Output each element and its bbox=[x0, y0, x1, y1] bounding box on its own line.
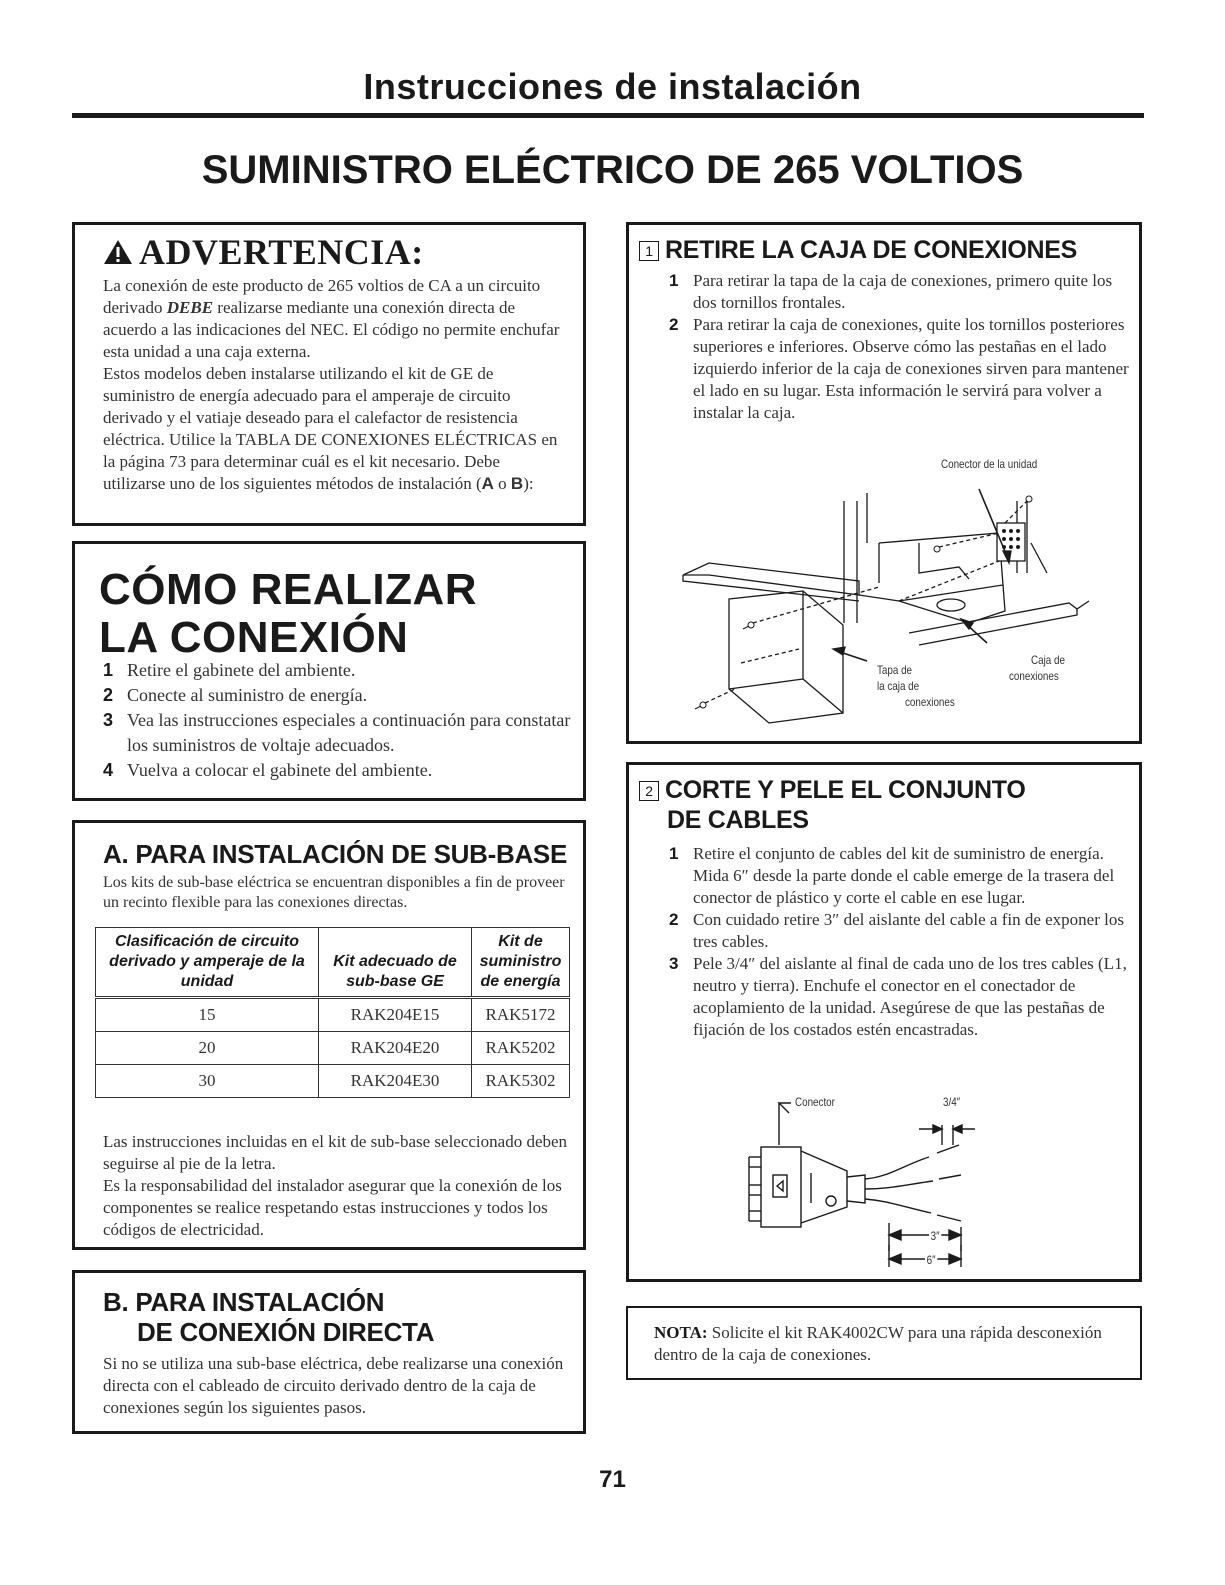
como-box bbox=[72, 541, 586, 801]
section-a-intro: Los kits de sub-base eléctrica se encuentran disponibles a fin de proveer un recinto flexible para las conexiones directas. bbox=[103, 874, 565, 911]
step2-number: 2 bbox=[639, 781, 659, 801]
section-a-notes bbox=[103, 1131, 573, 1241]
list-item bbox=[103, 683, 573, 708]
label-cover-line1: Tapa de bbox=[877, 663, 913, 677]
section-a-title: A. PARA INSTALACIÓN DE SUB-BASE bbox=[103, 839, 568, 869]
table-header: Kit adecuado de sub-base GE bbox=[319, 928, 472, 998]
junction-box-diagram bbox=[669, 483, 1109, 731]
item-number: 2 bbox=[669, 910, 679, 929]
como-title-line1: CÓMO REALIZAR bbox=[99, 565, 478, 614]
item-text: Con cuidado retire 3″ del aislante del cable a fin de exponer los tres cables. bbox=[693, 910, 1124, 951]
nota-label: NOTA: bbox=[654, 1323, 708, 1342]
section-a-note-2: Es la responsabilidad del instalador asegurar que la conexión de los componentes se realice respetando estas instrucciones y todos los códigos de electricidad. bbox=[103, 1176, 562, 1239]
label-box-line2: conexiones bbox=[1009, 669, 1059, 683]
cable-connector-diagram bbox=[739, 1095, 999, 1275]
item-number: 1 bbox=[669, 271, 679, 290]
label-cover-line2: la caja de bbox=[877, 679, 920, 693]
step1-number: 1 bbox=[639, 241, 659, 261]
table-header: Kit de suministro de energía bbox=[472, 928, 570, 998]
step-text: Vea las instrucciones especiales a continuación para constatar los suministros de voltaje adecuados. bbox=[127, 710, 571, 755]
label-dim-6: 6″ bbox=[926, 1253, 936, 1267]
como-title-line2: LA CONEXIÓN bbox=[99, 613, 409, 662]
warning-p2-b: B bbox=[510, 474, 524, 493]
table-header: Clasificación de circuito derivado y amperaje de la unidad bbox=[96, 928, 319, 998]
section-a-note-1: Las instrucciones incluidas en el kit de sub-base seleccionado deben seguirse al pie de la letra. bbox=[103, 1132, 568, 1173]
list-item bbox=[669, 314, 1131, 424]
list-item bbox=[103, 758, 573, 783]
nota-body: Solicite el kit RAK4002CW para una rápida desconexión dentro de la caja de conexiones. bbox=[654, 1323, 1102, 1364]
warning-body bbox=[103, 275, 565, 495]
warning-p2-a: A bbox=[481, 474, 494, 493]
section-b-title bbox=[103, 1287, 434, 1347]
table-cell: 30 bbox=[96, 1065, 319, 1098]
label-cover-line3: conexiones bbox=[905, 695, 955, 709]
page-title: SUMINISTRO ELÉCTRICO DE 265 VOLTIOS bbox=[201, 148, 1024, 192]
step-number: 2 bbox=[103, 685, 114, 705]
step2-heading bbox=[639, 775, 1025, 835]
step-number: 3 bbox=[103, 710, 114, 730]
table-cell: 15 bbox=[96, 998, 319, 1032]
warning-heading bbox=[103, 231, 424, 273]
item-text: Pele 3/4″ del aislante al final de cada uno de los tres cables (L1, neutro y tierra). Enchufe el conector en el conectador de acoplamiento de la unidad. Asegúrese de que las pestañas de fijación de los costados estén encastradas. bbox=[693, 954, 1127, 1039]
item-number: 1 bbox=[669, 844, 679, 863]
section-b-text: Si no se utiliza una sub-base eléctrica, debe realizarse una conexión directa con el cableado de circuito derivado dentro de la caja de conexiones según los siguientes pasos. bbox=[103, 1354, 564, 1417]
step2-title-line2: DE CABLES bbox=[667, 806, 809, 834]
page-number: 71 bbox=[599, 1466, 626, 1493]
warning-title: ADVERTENCIA: bbox=[139, 232, 424, 272]
table-cell: RAK5302 bbox=[472, 1065, 570, 1098]
section-b-box bbox=[72, 1270, 586, 1434]
warning-paragraph-2 bbox=[103, 363, 565, 495]
step-text: Retire el gabinete del ambiente. bbox=[127, 660, 356, 680]
table-cell: RAK204E30 bbox=[319, 1065, 472, 1098]
como-steps bbox=[103, 658, 573, 783]
table-cell: RAK5202 bbox=[472, 1032, 570, 1065]
label-unit-connector: Conector de la unidad bbox=[941, 457, 1038, 471]
table-row bbox=[96, 998, 570, 1032]
warning-paragraph-1 bbox=[103, 275, 565, 363]
nota-text bbox=[654, 1322, 1124, 1366]
step1-title: RETIRE LA CAJA DE CONEXIONES bbox=[665, 236, 1078, 264]
header-rule bbox=[72, 113, 1144, 118]
list-item bbox=[669, 909, 1131, 953]
header-title: Instrucciones de instalación bbox=[363, 66, 862, 107]
list-item bbox=[669, 843, 1131, 909]
table-row bbox=[96, 1065, 570, 1098]
warning-p1-post: realizarse mediante una conexión directa de acuerdo a las indicaciones del NEC. El código no permite enchufar esta unidad a una caja externa. bbox=[103, 298, 560, 361]
step1-heading bbox=[639, 235, 1077, 265]
section-b-title-line1: B. PARA INSTALACIÓN bbox=[103, 1287, 385, 1317]
step-text: Vuelva a colocar el gabinete del ambiente. bbox=[127, 760, 433, 780]
step2-items bbox=[669, 843, 1131, 1041]
list-item bbox=[103, 708, 573, 758]
step2-title-line1: CORTE Y PELE EL CONJUNTO bbox=[665, 776, 1026, 804]
step-text: Conecte al suministro de energía. bbox=[127, 685, 368, 705]
table-cell: RAK204E20 bbox=[319, 1032, 472, 1065]
step1-items bbox=[669, 270, 1131, 424]
table-cell: RAK5172 bbox=[472, 998, 570, 1032]
table-row bbox=[96, 1032, 570, 1065]
warning-p1-emph: DEBE bbox=[166, 298, 214, 317]
table-cell: 20 bbox=[96, 1032, 319, 1065]
warning-box bbox=[72, 222, 586, 526]
section-b-title-line2: DE CONEXIÓN DIRECTA bbox=[137, 1317, 435, 1347]
table-header-row bbox=[96, 928, 570, 998]
table-cell: RAK204E15 bbox=[319, 998, 472, 1032]
warning-p2-o: o bbox=[493, 474, 511, 493]
section-a-box bbox=[72, 820, 586, 1250]
list-item bbox=[669, 953, 1131, 1041]
warning-p2-post: ): bbox=[523, 474, 534, 493]
label-box-line1: Caja de bbox=[1031, 653, 1065, 667]
item-number: 2 bbox=[669, 315, 679, 334]
label-dim-3: 3″ bbox=[930, 1229, 940, 1243]
item-text: Para retirar la tapa de la caja de conexiones, primero quite los dos tornillos frontales. bbox=[693, 271, 1113, 312]
item-number: 3 bbox=[669, 954, 679, 973]
list-item bbox=[669, 270, 1131, 314]
label-dim-3-4: 3/4″ bbox=[943, 1095, 961, 1109]
nota-box bbox=[626, 1306, 1142, 1380]
item-text: Retire el conjunto de cables del kit de suministro de energía. Mida 6″ desde la parte donde el cable emerge de la trasera del conector de plástico y corte el cable en ese lugar. bbox=[693, 844, 1115, 907]
como-title bbox=[99, 566, 477, 662]
item-text: Para retirar la caja de conexiones, quite los tornillos posteriores superiores e inferiores. Observe cómo las pestañas en el lado izquierdo inferior de la caja de conexiones sirven para mantener el lado en su lugar. Esta información le servirá para volver a instalar la caja. bbox=[693, 315, 1129, 422]
step1-box bbox=[626, 222, 1142, 744]
warning-triangle-icon bbox=[103, 238, 133, 266]
step2-box bbox=[626, 762, 1142, 1282]
list-item bbox=[103, 658, 573, 683]
kit-table bbox=[95, 927, 570, 1098]
step-number: 1 bbox=[103, 660, 114, 680]
label-connector: Conector bbox=[795, 1095, 835, 1109]
step-number: 4 bbox=[103, 760, 114, 780]
warning-p2-pre: Estos modelos deben instalarse utilizando el kit de GE de suministro de energía adecuado para el amperaje de circuito derivado y el vatiaje deseado para el calefactor de resistencia eléctrica. Utilice la TABLA DE CONEXIONES ELÉCTRICAS en la página 73 para determinar cuál es el kit necesario. Debe utilizarse uno de los siguientes métodos de instalación ( bbox=[103, 364, 558, 493]
warning-p1-pre: La conexión de este producto de 265 voltios de CA a un circuito derivado bbox=[103, 276, 541, 317]
